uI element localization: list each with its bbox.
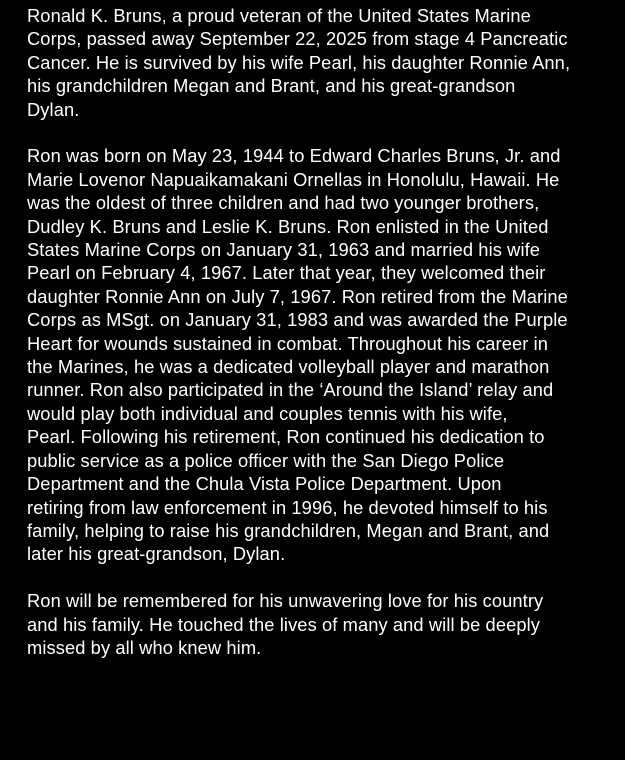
paragraph-spacer: [27, 566, 603, 589]
paragraph-remembrance: Ron will be remembered for his unwavering love for his country and his family. He touched the lives of many and will be deeply missed by all who knew him.: [27, 590, 544, 658]
paragraph-biography: Ron was born on May 23, 1944 to Edward Charles Bruns, Jr. and Marie Lovenor Napuaikamakani Ornellas in Honolulu, Hawaii. He was the oldest of three children and had two younger brothers, Dudley K. Bruns and Leslie K. Bruns. Ron enlisted in the United States Marine Corps on January 31, 1963 and married his wife Pearl on February 4, 1967. Later that year, they welcomed their daughter Ronnie Ann on July 7, 1967. Ron retired from the Marine Corps as MSgt. on January 31, 1983 and was awarded the Purple Heart for wounds sustained in combat. Throughout his career in the Marines, he was a dedicated volleyball player and marathon runner. Ron also participated in the ‘Around the Island’ relay and would play both individual and couples tennis with his wife, Pearl. Following his retirement, Ron continued his dedication to public service as a police officer with the San Diego Police Department and the Chula Vista Police Department. Upon retiring from law enforcement in 1996, he devoted himself to his family, helping to raise his grandchildren, Megan and Brant, and later his great-grandson, Dylan.: [27, 145, 568, 565]
paragraph-intro: Ronald K. Bruns, a proud veteran of the United States Marine Corps, passed away September 22, 2025 from stage 4 Pancreatic Cancer. He is survived by his wife Pearl, his daughter Ronnie Ann, his grandchildren Megan and Brant, and his great-grandson Dylan.: [27, 5, 571, 120]
paragraph-spacer: [27, 121, 603, 144]
